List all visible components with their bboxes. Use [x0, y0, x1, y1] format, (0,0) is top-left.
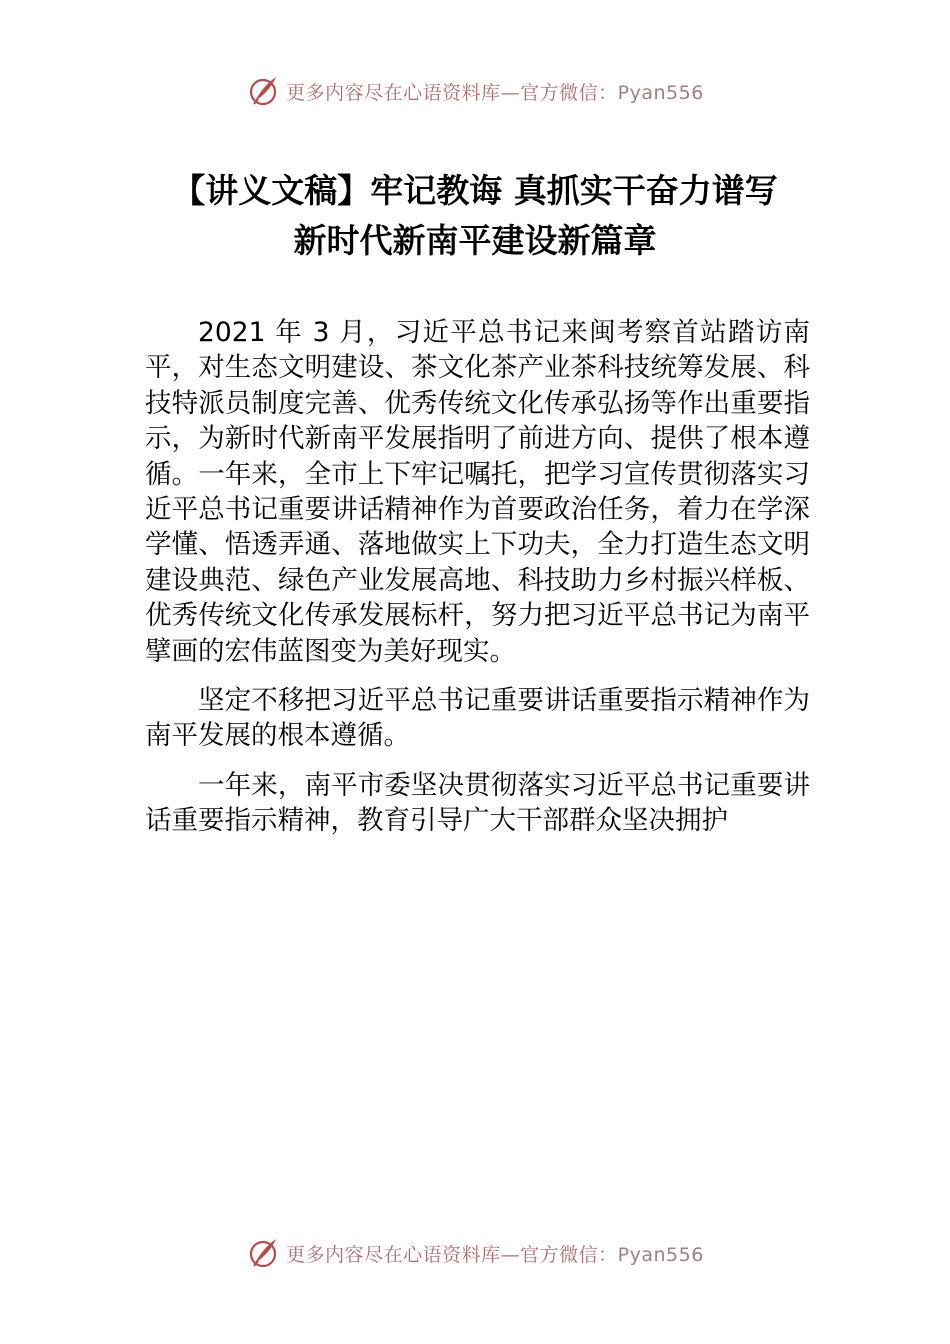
watermark-wechat-id: Pyan556 [617, 1243, 704, 1266]
paragraph-2: 坚定不移把习近平总书记重要讲话重要指示精神作为南平发展的根本遵循。 [145, 685, 810, 752]
footer-watermark [0, 1236, 950, 1270]
watermark-wechat-id: Pyan556 [617, 81, 704, 104]
header-watermark [0, 74, 950, 108]
title-line-2: 新时代新南平建设新篇章 [293, 221, 657, 260]
quill-logo-icon [246, 74, 280, 108]
document-body [145, 315, 810, 853]
document-title [100, 166, 850, 266]
paragraph-1: 2021 年 3 月，习近平总书记来闽考察首站踏访南平，对生态文明建设、茶文化茶产业茶科技统筹发展、科技特派员制度完善、优秀传统文化传承弘扬等作出重要指示，为新时代新南平发展指明了前进方向、提供了根本遵循。一年来，全市上下牢记嘱托，把学习宣传贯彻落实习近平总书记重要讲话精神作为首要政治任务，着力在学深学懂、悟透弄通、落地做实上下功夫，全力打造生态文明建设典范、绿色产业发展高地、科技助力乡村振兴样板、优秀传统文化传承发展标杆，努力把习近平总书记为南平擘画的宏伟蓝图变为美好现实。 [145, 317, 810, 667]
title-line-1: 【讲义文稿】牢记教诲 真抓实干奋力谱写 [172, 171, 778, 210]
watermark-text: 更多内容尽在心语资料库—官方微信：Pyan556 [286, 1243, 704, 1266]
quill-logo-icon [246, 1236, 280, 1270]
watermark-text: 更多内容尽在心语资料库—官方微信：Pyan556 [286, 81, 704, 104]
paragraph-3: 一年来，南平市委坚决贯彻落实习近平总书记重要讲话重要指示精神，教育引导广大干部群众坚决拥护 [145, 769, 810, 837]
